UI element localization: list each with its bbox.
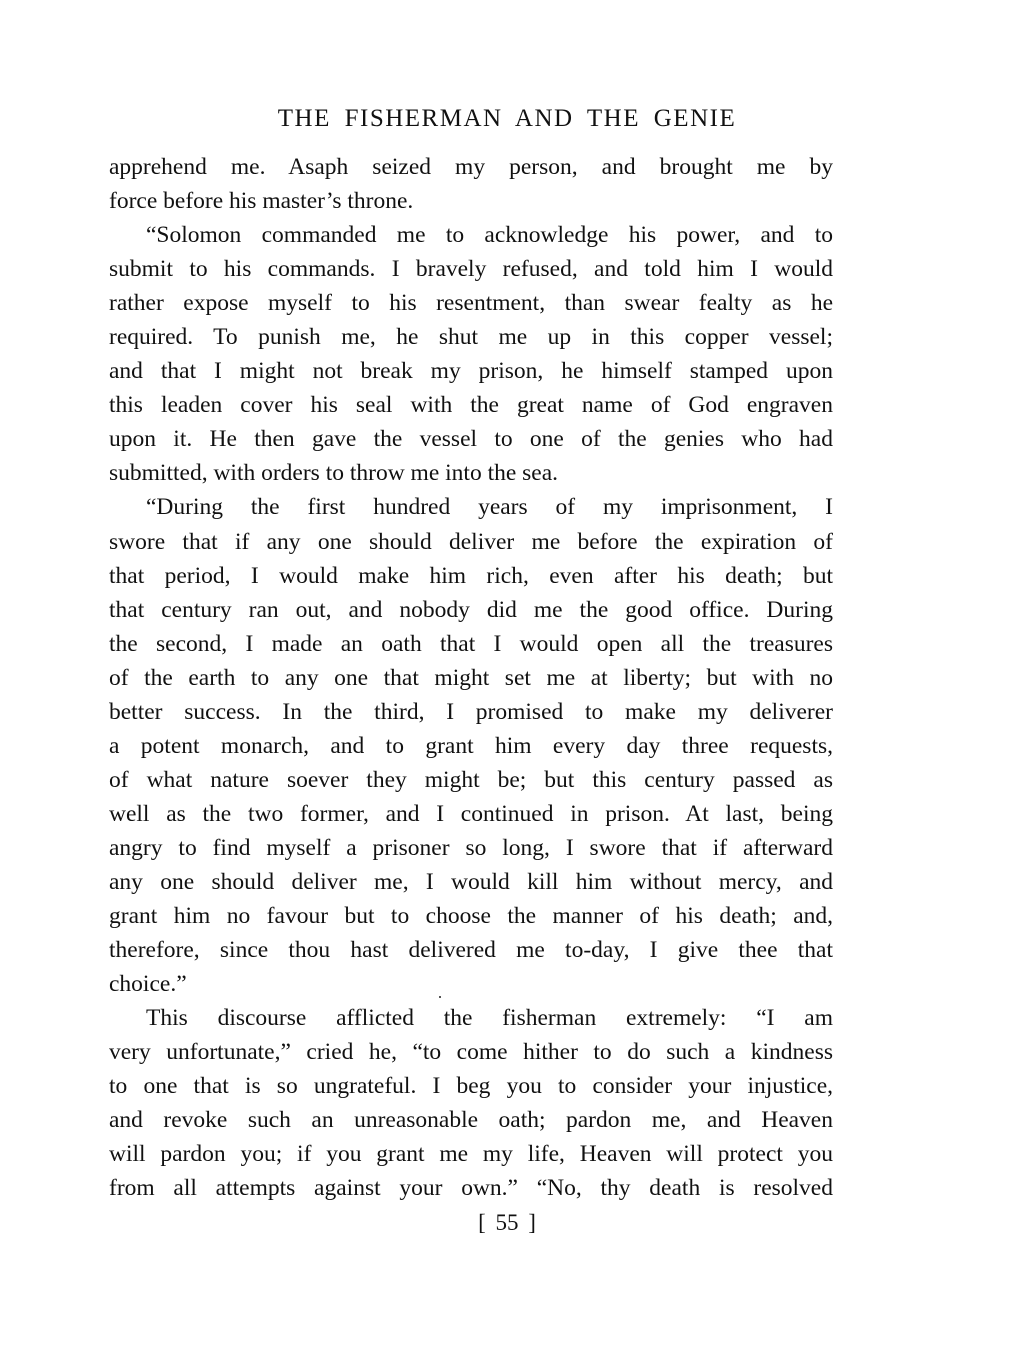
text-line: will pardon you; if you grant me my life, Heaven will protect you xyxy=(109,1141,833,1168)
text-line: rather expose myself to his resentment, than swear fealty as he xyxy=(109,290,833,317)
text-line: a potent monarch, and to grant him every day three requests, xyxy=(109,732,833,759)
text-line: the second, I made an oath that I would open all the treasures xyxy=(109,630,833,657)
scan-speck xyxy=(439,996,441,998)
text-line: submit to his commands. I bravely refused, and told him I would xyxy=(109,256,833,283)
text-line: angry to find myself a prisoner so long, I swore that if afterward xyxy=(109,834,833,861)
text-line: upon it. He then gave the vessel to one of the genies who had xyxy=(109,426,833,453)
text-line: required. To punish me, he shut me up in this copper vessel; xyxy=(109,324,833,351)
text-line: any one should deliver me, I would kill him without mercy, and xyxy=(109,868,833,895)
text-line: choice.” xyxy=(109,971,187,998)
paragraph xyxy=(109,490,833,1001)
paragraph xyxy=(109,150,833,218)
text-line: that period, I would make him rich, even after his death; but xyxy=(109,562,833,589)
text-line: from all attempts against your own.” “No, thy death is resolved xyxy=(109,1175,833,1202)
text-line: of what nature soever they might be; but this century passed as xyxy=(109,766,833,793)
text-line: to one that is so ungrateful. I beg you to consider your injustice, xyxy=(109,1073,833,1100)
text-line: of the earth to any one that might set me at liberty; but with no xyxy=(109,664,833,691)
text-line: This discourse afflicted the fisherman extremely: “I am xyxy=(146,1005,833,1032)
text-line: submitted, with orders to throw me into the sea. xyxy=(109,460,559,487)
text-line: “Solomon commanded me to acknowledge his power, and to xyxy=(146,222,833,249)
text-line: therefore, since thou hast delivered me to-day, I give thee that xyxy=(109,937,833,964)
body-text xyxy=(109,150,833,1205)
text-line: apprehend me. Asaph seized my person, and brought me by xyxy=(109,154,833,180)
paragraph xyxy=(109,218,833,490)
running-head: THE FISHERMAN AND THE GENIE xyxy=(277,105,737,132)
text-line: better success. In the third, I promised to make my deliverer xyxy=(109,698,833,725)
paragraph xyxy=(109,1001,833,1205)
text-line: grant him no favour but to choose the manner of his death; and, xyxy=(109,903,833,930)
text-line: well as the two former, and I continued in prison. At last, being xyxy=(109,800,833,827)
text-line: swore that if any one should deliver me before the expiration of xyxy=(109,528,833,555)
text-line: and revoke such an unreasonable oath; pardon me, and Heaven xyxy=(109,1107,833,1134)
text-line: very unfortunate,” cried he, “to come hither to do such a kindness xyxy=(109,1039,833,1066)
page-number: [ 55 ] xyxy=(478,1210,536,1235)
text-line: force before his master’s throne. xyxy=(109,188,414,215)
text-line: and that I might not break my prison, he himself stamped upon xyxy=(109,358,833,385)
text-line: this leaden cover his seal with the great name of God engraven xyxy=(109,392,833,419)
text-line: that century ran out, and nobody did me the good office. During xyxy=(109,596,833,623)
text-line: “During the first hundred years of my imprisonment, I xyxy=(146,494,833,521)
